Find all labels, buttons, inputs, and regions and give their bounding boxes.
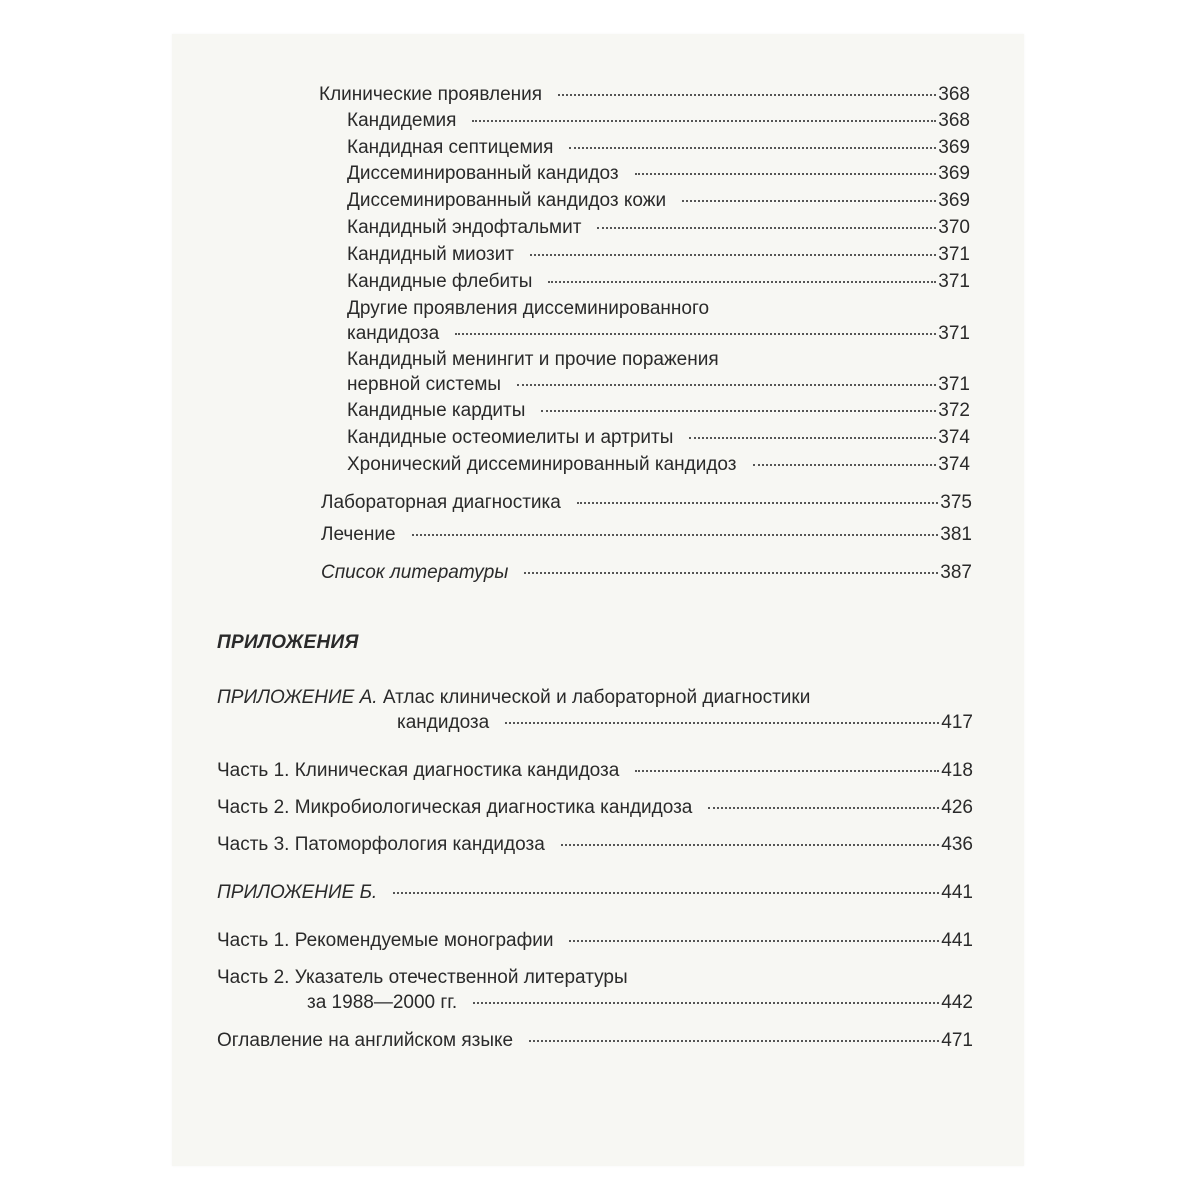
toc-page: 372 — [938, 400, 970, 421]
toc-title: Часть 1. Рекомендуемые монографии — [217, 930, 554, 951]
toc-page: 375 — [940, 492, 972, 513]
toc-page: 371 — [938, 374, 970, 395]
toc-entry-candidemia[interactable] — [347, 108, 970, 133]
leader-dots — [455, 333, 936, 335]
toc-title: Клинические проявления — [319, 84, 543, 105]
leader-dots — [529, 1040, 939, 1042]
toc-page: 381 — [940, 524, 972, 545]
leader-dots — [689, 437, 936, 439]
toc-page: 441 — [941, 882, 973, 903]
toc-entry-english-contents[interactable] — [217, 1028, 973, 1053]
appendix-a-title-line1: Атлас клинической и лабораторной диагностики — [382, 687, 811, 708]
toc-entry-osteomyelitis[interactable] — [347, 425, 970, 450]
toc-page: 417 — [941, 712, 973, 733]
toc-entry-appendix-b-part1[interactable] — [217, 928, 973, 953]
leader-dots — [597, 227, 936, 229]
toc-entry-disseminated[interactable] — [347, 161, 970, 186]
toc-page: 370 — [938, 217, 970, 238]
toc-entry-appendix-a[interactable] — [217, 685, 973, 735]
toc-page: 387 — [940, 562, 972, 583]
leader-dots — [472, 120, 936, 122]
appendix-heading: ПРИЛОЖЕНИЯ — [217, 632, 359, 653]
appendix-b-label: ПРИЛОЖЕНИЕ Б. — [217, 882, 378, 903]
toc-page: 369 — [938, 137, 970, 158]
toc-title: Кандидные флебиты — [347, 271, 533, 292]
toc-page: 436 — [941, 834, 973, 855]
toc-page: 441 — [941, 930, 973, 951]
toc-title: Лечение — [321, 524, 396, 545]
toc-entry-septicemia[interactable] — [347, 135, 970, 160]
toc-page: 369 — [938, 163, 970, 184]
toc-page: 368 — [938, 110, 970, 131]
leader-dots — [541, 410, 936, 412]
toc-title: Часть 2. Микробиологическая диагностика кандидоза — [217, 797, 693, 818]
toc-page: 374 — [938, 427, 970, 448]
leader-dots — [635, 770, 939, 772]
toc-title-line1: Другие проявления диссеминированного — [347, 298, 710, 319]
toc-title-line2: нервной системы — [347, 374, 502, 395]
toc-page: 368 — [938, 84, 970, 105]
toc-title: Кандидные кардиты — [347, 400, 526, 421]
toc-page: 426 — [941, 797, 973, 818]
leader-dots — [561, 844, 940, 846]
toc-entry-appendix-b-part2[interactable] — [217, 965, 973, 1015]
leader-dots — [548, 281, 936, 283]
toc-title: Кандидемия — [347, 110, 457, 131]
toc-title: Кандидный эндофтальмит — [347, 217, 582, 238]
toc-page: 371 — [938, 323, 970, 344]
toc-entry-other-manifestations[interactable] — [347, 296, 970, 346]
toc-entry-clinical[interactable] — [319, 82, 970, 107]
toc-entry-endophthalmitis[interactable] — [347, 215, 970, 240]
toc-title-line1: Кандидный менингит и прочие поражения — [347, 349, 719, 370]
toc-page: 442 — [941, 992, 973, 1013]
leader-dots — [577, 502, 938, 504]
leader-dots — [753, 464, 937, 466]
leader-dots — [558, 94, 936, 96]
leader-dots — [524, 572, 938, 574]
leader-dots — [412, 534, 939, 536]
toc-title: Диссеминированный кандидоз — [347, 163, 619, 184]
leader-dots — [569, 147, 936, 149]
toc-title: Часть 1. Клиническая диагностика кандидоза — [217, 760, 620, 781]
toc-page: 371 — [938, 244, 970, 265]
leader-dots — [569, 940, 939, 942]
leader-dots — [517, 384, 936, 386]
toc-entry-references[interactable] — [321, 560, 972, 585]
toc-page: 418 — [941, 760, 973, 781]
leader-dots — [393, 892, 939, 894]
toc-title: Хронический диссеминированный кандидоз — [347, 454, 737, 475]
toc-title: Кандидный миозит — [347, 244, 515, 265]
toc-entry-carditis[interactable] — [347, 398, 970, 423]
toc-entry-appendix-a-part1[interactable] — [217, 758, 973, 783]
leader-dots — [635, 173, 937, 175]
leader-dots — [530, 254, 936, 256]
toc-title: Кандидная септицемия — [347, 137, 554, 158]
toc-title: Кандидные остеомиелиты и артриты — [347, 427, 674, 448]
leader-dots — [505, 722, 939, 724]
toc-entry-appendix-b[interactable] — [217, 880, 973, 905]
toc-page: 374 — [938, 454, 970, 475]
toc-entry-lab-diagnostics[interactable] — [321, 490, 972, 515]
leader-dots — [682, 200, 936, 202]
toc-entry-chronic[interactable] — [347, 452, 970, 477]
toc-title-line2: за 1988—2000 гг. — [307, 992, 458, 1013]
toc-title-line2: кандидоза — [347, 323, 440, 344]
toc-page: 369 — [938, 190, 970, 211]
toc-title: Диссеминированный кандидоз кожи — [347, 190, 667, 211]
toc-entry-treatment[interactable] — [321, 522, 972, 547]
toc-title: Лабораторная диагностика — [321, 492, 561, 513]
toc-title-line1: Часть 2. Указатель отечественной литературы — [217, 967, 628, 988]
appendix-a-label: ПРИЛОЖЕНИЕ А. — [217, 687, 378, 708]
appendix-a-title-line2: кандидоза — [397, 712, 490, 733]
toc-entry-myositis[interactable] — [347, 242, 970, 267]
toc-title: Оглавление на английском языке — [217, 1030, 514, 1051]
toc-title: Список литературы — [321, 562, 509, 583]
leader-dots — [708, 807, 939, 809]
toc-page: 371 — [938, 271, 970, 292]
toc-entry-phlebitis[interactable] — [347, 269, 970, 294]
toc-page: 471 — [941, 1030, 973, 1051]
toc-title: Часть 3. Патоморфология кандидоза — [217, 834, 545, 855]
toc-entry-appendix-a-part2[interactable] — [217, 795, 973, 820]
toc-entry-disseminated-skin[interactable] — [347, 188, 970, 213]
toc-entry-appendix-a-part3[interactable] — [217, 832, 973, 857]
leader-dots — [473, 1002, 939, 1004]
toc-entry-meningitis[interactable] — [347, 347, 970, 397]
